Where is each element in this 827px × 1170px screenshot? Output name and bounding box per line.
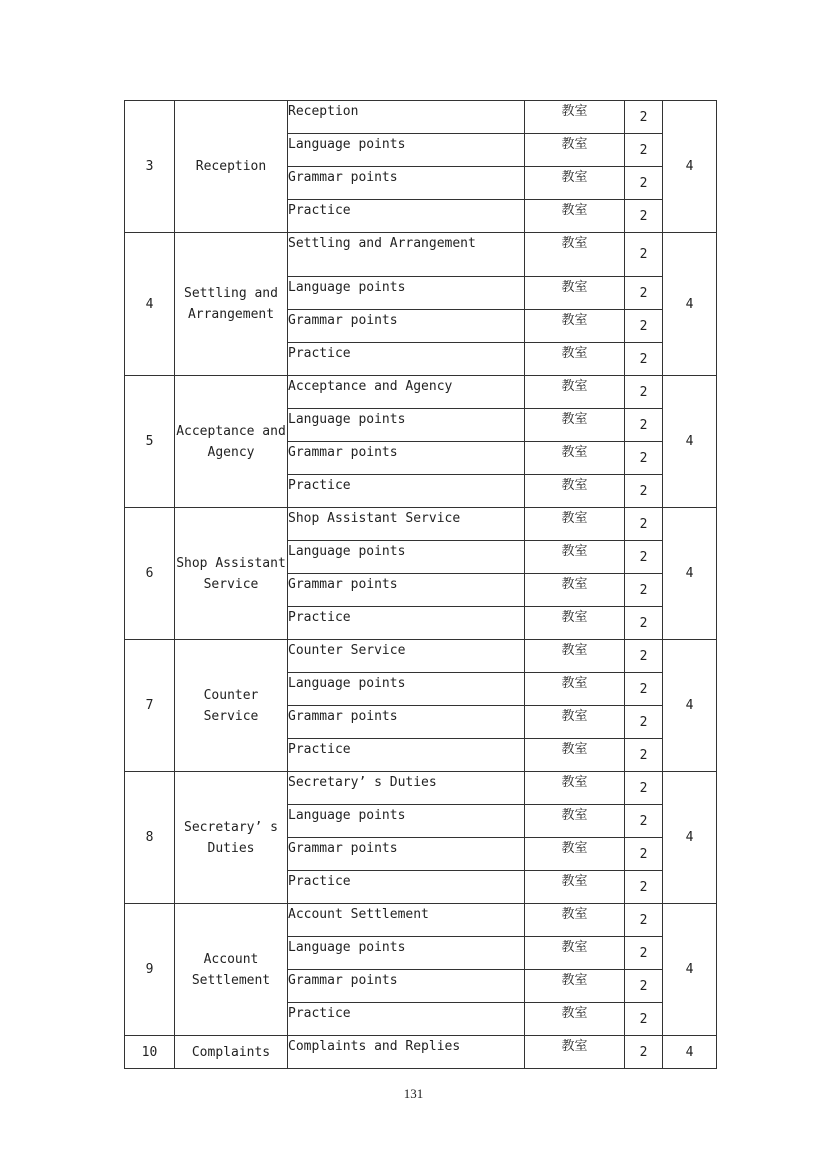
unit-title-cell: Counter Service bbox=[175, 640, 288, 772]
unit-title-cell: Secretary’ s Duties bbox=[175, 772, 288, 904]
page-number: 131 bbox=[403, 1086, 424, 1101]
lesson-topic-cell: Counter Service bbox=[288, 640, 525, 673]
lesson-location-cell: 教室 bbox=[525, 574, 625, 607]
lesson-hours-cell: 2 bbox=[625, 508, 663, 541]
lesson-location-cell: 教室 bbox=[525, 904, 625, 937]
lesson-location-cell: 教室 bbox=[525, 937, 625, 970]
lesson-location-cell: 教室 bbox=[525, 838, 625, 871]
unit-title-cell: Complaints bbox=[175, 1036, 288, 1069]
table-row bbox=[125, 1036, 717, 1069]
unit-number-cell: 3 bbox=[125, 101, 175, 233]
lesson-topic-cell: Language points bbox=[288, 409, 525, 442]
unit-number-cell: 9 bbox=[125, 904, 175, 1036]
lesson-hours-cell: 2 bbox=[625, 904, 663, 937]
lesson-hours-cell: 2 bbox=[625, 970, 663, 1003]
lesson-location-cell: 教室 bbox=[525, 871, 625, 904]
table-row bbox=[125, 508, 717, 541]
lesson-topic-cell: Grammar points bbox=[288, 706, 525, 739]
lesson-location-cell: 教室 bbox=[525, 376, 625, 409]
unit-total-hours-cell: 4 bbox=[663, 640, 717, 772]
lesson-topic-cell: Language points bbox=[288, 805, 525, 838]
unit-number-cell: 8 bbox=[125, 772, 175, 904]
lesson-location-cell: 教室 bbox=[525, 442, 625, 475]
unit-total-hours-cell: 4 bbox=[663, 376, 717, 508]
unit-title-cell: Account Settlement bbox=[175, 904, 288, 1036]
unit-total-hours-cell: 4 bbox=[663, 101, 717, 233]
unit-title-cell: Reception bbox=[175, 101, 288, 233]
lesson-topic-cell: Language points bbox=[288, 541, 525, 574]
lesson-hours-cell: 2 bbox=[625, 233, 663, 277]
lesson-location-cell: 教室 bbox=[525, 409, 625, 442]
lesson-hours-cell: 2 bbox=[625, 871, 663, 904]
unit-number-cell: 4 bbox=[125, 233, 175, 376]
unit-number-cell: 6 bbox=[125, 508, 175, 640]
lesson-hours-cell: 2 bbox=[625, 574, 663, 607]
lesson-location-cell: 教室 bbox=[525, 640, 625, 673]
lesson-hours-cell: 2 bbox=[625, 1036, 663, 1069]
lesson-topic-cell: Language points bbox=[288, 134, 525, 167]
lesson-hours-cell: 2 bbox=[625, 640, 663, 673]
lesson-hours-cell: 2 bbox=[625, 475, 663, 508]
lesson-location-cell: 教室 bbox=[525, 1003, 625, 1036]
lesson-location-cell: 教室 bbox=[525, 343, 625, 376]
lesson-location-cell: 教室 bbox=[525, 706, 625, 739]
lesson-hours-cell: 2 bbox=[625, 442, 663, 475]
lesson-hours-cell: 2 bbox=[625, 673, 663, 706]
lesson-topic-cell: Grammar points bbox=[288, 310, 525, 343]
lesson-topic-cell: Acceptance and Agency bbox=[288, 376, 525, 409]
lesson-location-cell: 教室 bbox=[525, 233, 625, 277]
table-row bbox=[125, 904, 717, 937]
course-schedule-table bbox=[124, 100, 717, 1069]
lesson-topic-cell: Practice bbox=[288, 200, 525, 233]
lesson-topic-cell: Grammar points bbox=[288, 574, 525, 607]
lesson-hours-cell: 2 bbox=[625, 343, 663, 376]
lesson-hours-cell: 2 bbox=[625, 706, 663, 739]
unit-number-cell: 5 bbox=[125, 376, 175, 508]
lesson-topic-cell: Shop Assistant Service bbox=[288, 508, 525, 541]
unit-title-cell: Settling and Arrangement bbox=[175, 233, 288, 376]
lesson-hours-cell: 2 bbox=[625, 200, 663, 233]
lesson-location-cell: 教室 bbox=[525, 200, 625, 233]
table-row bbox=[125, 640, 717, 673]
lesson-hours-cell: 2 bbox=[625, 134, 663, 167]
lesson-hours-cell: 2 bbox=[625, 541, 663, 574]
lesson-hours-cell: 2 bbox=[625, 805, 663, 838]
lesson-location-cell: 教室 bbox=[525, 310, 625, 343]
unit-total-hours-cell: 4 bbox=[663, 233, 717, 376]
lesson-hours-cell: 2 bbox=[625, 409, 663, 442]
lesson-location-cell: 教室 bbox=[525, 101, 625, 134]
lesson-location-cell: 教室 bbox=[525, 673, 625, 706]
lesson-topic-cell: Practice bbox=[288, 607, 525, 640]
lesson-hours-cell: 2 bbox=[625, 739, 663, 772]
lesson-topic-cell: Settling and Arrangement bbox=[288, 233, 525, 277]
lesson-hours-cell: 2 bbox=[625, 310, 663, 343]
lesson-topic-cell: Practice bbox=[288, 871, 525, 904]
lesson-hours-cell: 2 bbox=[625, 772, 663, 805]
lesson-hours-cell: 2 bbox=[625, 937, 663, 970]
lesson-location-cell: 教室 bbox=[525, 541, 625, 574]
lesson-hours-cell: 2 bbox=[625, 1003, 663, 1036]
lesson-topic-cell: Practice bbox=[288, 475, 525, 508]
unit-total-hours-cell: 4 bbox=[663, 1036, 717, 1069]
schedule-body bbox=[125, 101, 717, 1069]
lesson-hours-cell: 2 bbox=[625, 101, 663, 134]
lesson-location-cell: 教室 bbox=[525, 508, 625, 541]
unit-total-hours-cell: 4 bbox=[663, 772, 717, 904]
unit-title-cell: Shop Assistant Service bbox=[175, 508, 288, 640]
lesson-hours-cell: 2 bbox=[625, 277, 663, 310]
lesson-location-cell: 教室 bbox=[525, 277, 625, 310]
lesson-topic-cell: Account Settlement bbox=[288, 904, 525, 937]
unit-total-hours-cell: 4 bbox=[663, 904, 717, 1036]
lesson-topic-cell: Grammar points bbox=[288, 970, 525, 1003]
lesson-topic-cell: Practice bbox=[288, 1003, 525, 1036]
lesson-location-cell: 教室 bbox=[525, 607, 625, 640]
lesson-topic-cell: Language points bbox=[288, 673, 525, 706]
lesson-topic-cell: Complaints and Replies bbox=[288, 1036, 525, 1069]
lesson-topic-cell: Reception bbox=[288, 101, 525, 134]
lesson-hours-cell: 2 bbox=[625, 838, 663, 871]
table-row bbox=[125, 376, 717, 409]
unit-title-cell: Acceptance and Agency bbox=[175, 376, 288, 508]
table-row bbox=[125, 772, 717, 805]
lesson-location-cell: 教室 bbox=[525, 739, 625, 772]
unit-total-hours-cell: 4 bbox=[663, 508, 717, 640]
lesson-hours-cell: 2 bbox=[625, 376, 663, 409]
lesson-location-cell: 教室 bbox=[525, 167, 625, 200]
lesson-topic-cell: Language points bbox=[288, 937, 525, 970]
lesson-hours-cell: 2 bbox=[625, 167, 663, 200]
lesson-location-cell: 教室 bbox=[525, 134, 625, 167]
lesson-location-cell: 教室 bbox=[525, 970, 625, 1003]
lesson-topic-cell: Grammar points bbox=[288, 167, 525, 200]
table-row bbox=[125, 233, 717, 277]
lesson-topic-cell: Practice bbox=[288, 343, 525, 376]
lesson-topic-cell: Grammar points bbox=[288, 442, 525, 475]
unit-number-cell: 7 bbox=[125, 640, 175, 772]
lesson-location-cell: 教室 bbox=[525, 772, 625, 805]
lesson-topic-cell: Grammar points bbox=[288, 838, 525, 871]
unit-number-cell: 10 bbox=[125, 1036, 175, 1069]
lesson-location-cell: 教室 bbox=[525, 1036, 625, 1069]
lesson-hours-cell: 2 bbox=[625, 607, 663, 640]
lesson-topic-cell: Secretary’ s Duties bbox=[288, 772, 525, 805]
lesson-topic-cell: Language points bbox=[288, 277, 525, 310]
lesson-location-cell: 教室 bbox=[525, 475, 625, 508]
lesson-location-cell: 教室 bbox=[525, 805, 625, 838]
lesson-topic-cell: Practice bbox=[288, 739, 525, 772]
table-row bbox=[125, 101, 717, 134]
